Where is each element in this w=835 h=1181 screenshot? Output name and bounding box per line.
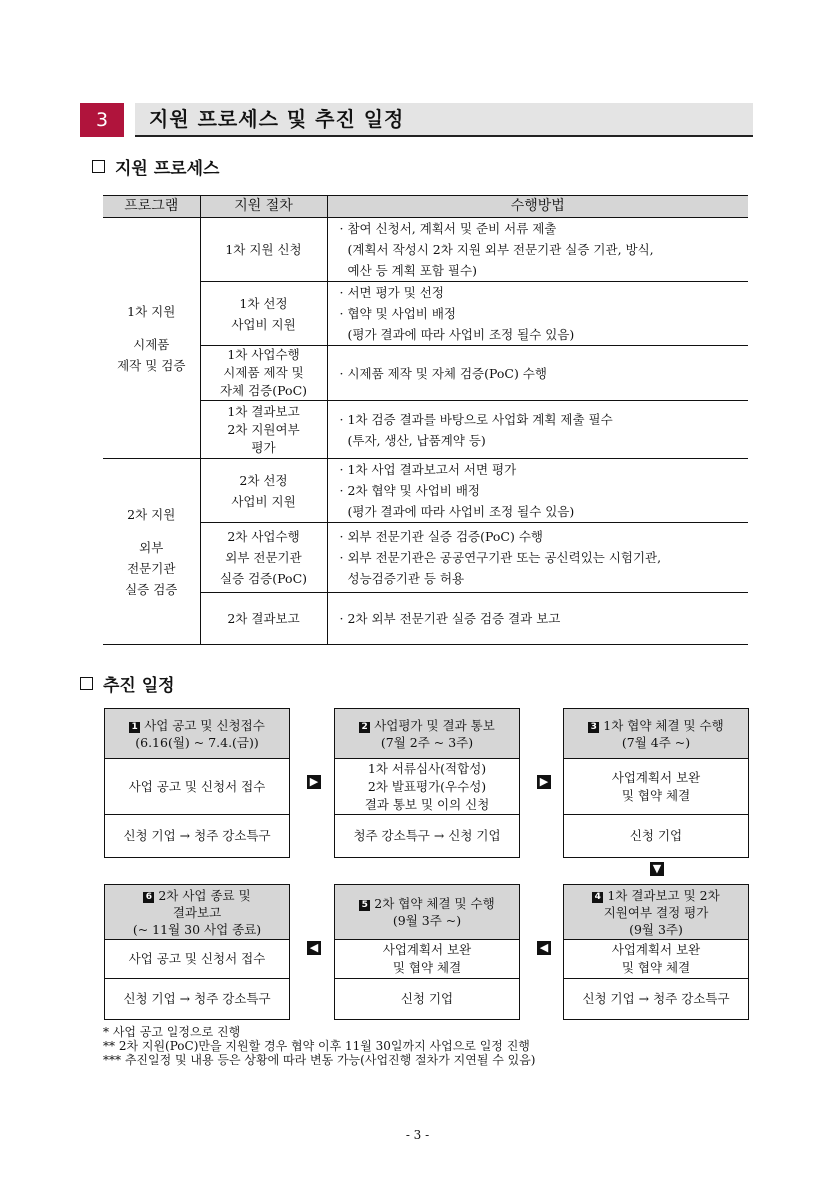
method-cell: · 1차 사업 결과보고서 서면 평가 · 2차 협약 및 사업비 배정 (평가 결과에 따라 사업비 조정 될수 있음)	[327, 459, 748, 523]
step-cell: 1차 지원 신청	[200, 218, 327, 282]
schedule-box-body: 사업 공고 및 신청서 접수	[105, 759, 289, 815]
schedule-heading	[80, 671, 175, 696]
schedule-heading-text: 추진 일정	[103, 676, 175, 696]
table-row	[103, 523, 748, 593]
schedule-box-body: 사업계획서 보완 및 협약 체결	[564, 940, 748, 979]
schedule-box-1	[104, 708, 290, 858]
checkbox-square-icon	[92, 160, 105, 173]
schedule-box-footer: 신청 기업 → 청주 강소특구	[123, 991, 271, 1006]
schedule-box-4	[563, 884, 749, 1020]
program-cell: 2차 지원 외부 전문기관 실증 검증	[103, 459, 200, 645]
arrow-left-icon: ◀	[307, 941, 321, 955]
step-cell: 1차 결과보고 2차 지원여부 평가	[200, 401, 327, 459]
schedule-box-6	[104, 884, 290, 1020]
method-cell: · 외부 전문기관 실증 검증(PoC) 수행 · 외부 전문기관은 공공연구기관 또는 공신력있는 시험기관, 성능검증기관 등 허용	[327, 523, 748, 593]
column-header: 지원 절차	[200, 196, 327, 218]
step-number-badge: 3	[588, 722, 599, 733]
method-cell: · 참여 신청서, 계획서 및 준비 서류 제출 (계획서 작성시 2차 지원 외부 전문기관 실증 기관, 방식, 예산 등 계획 포함 필수)	[327, 218, 748, 282]
table-row	[103, 346, 748, 401]
table-row	[103, 401, 748, 459]
method-cell: · 1차 검증 결과를 바탕으로 사업화 계획 제출 필수 (투자, 생산, 납품계약 등)	[327, 401, 748, 459]
footnotes	[103, 1025, 536, 1067]
schedule-box-header: 4 1차 결과보고 및 2차 지원여부 결정 평가 (9월 3주)	[564, 885, 748, 940]
step-number-badge: 1	[129, 722, 140, 733]
schedule-box-header: 2 사업평가 및 결과 통보 (7월 2주 ~ 3주)	[335, 709, 519, 759]
step-number-badge: 2	[359, 722, 370, 733]
schedule-box-header: 1 사업 공고 및 신청접수 (6.16(월) ~ 7.4.(금))	[105, 709, 289, 759]
step-cell: 1차 선정 사업비 지원	[200, 282, 327, 346]
step-number-badge: 6	[143, 892, 154, 903]
schedule-box-body: 사업 공고 및 신청서 접수	[105, 940, 289, 979]
arrow-right-icon: ▶	[537, 775, 551, 789]
method-cell: · 시제품 제작 및 자체 검증(PoC) 수행	[327, 346, 748, 401]
process-table	[103, 195, 748, 645]
arrow-left-icon: ◀	[537, 941, 551, 955]
footnote: *** 추진일정 및 내용 등은 상황에 따라 변동 가능(사업진행 절차가 지연될 수 있음)	[103, 1053, 536, 1067]
arrow-right-icon: ▶	[307, 775, 321, 789]
section-title: 지원 프로세스 및 추진 일정	[149, 107, 405, 131]
schedule-box-header: 3 1차 협약 체결 및 수행 (7월 4주 ~)	[564, 709, 748, 759]
process-heading	[92, 154, 219, 179]
schedule-box-footer: 신청 기업	[629, 828, 683, 843]
schedule-box-body: 사업계획서 보완 및 협약 체결	[335, 940, 519, 979]
schedule-box-body: 1차 서류심사(적합성) 2차 발표평가(우수성) 결과 통보 및 이의 신청	[335, 759, 519, 815]
table-row	[103, 459, 748, 523]
step-number-badge: 5	[359, 900, 370, 911]
schedule-box-body: 사업계획서 보완 및 협약 체결	[564, 759, 748, 815]
checkbox-square-icon	[80, 677, 93, 690]
method-cell: · 서면 평가 및 선정 · 협약 및 사업비 배정 (평가 결과에 따라 사업비 조정 될수 있음)	[327, 282, 748, 346]
arrow-down-icon: ▼	[650, 862, 664, 876]
step-cell: 1차 사업수행 시제품 제작 및 자체 검증(PoC)	[200, 346, 327, 401]
schedule-box-footer: 청주 강소특구 → 신청 기업	[353, 828, 501, 843]
step-number-badge: 4	[592, 892, 603, 903]
table-row	[103, 282, 748, 346]
section-header	[80, 103, 753, 137]
schedule-box-2	[334, 708, 520, 858]
table-header-row	[103, 196, 748, 218]
section-title-bar	[135, 103, 753, 137]
program-cell: 1차 지원 시제품 제작 및 검증	[103, 218, 200, 459]
schedule-box-footer: 신청 기업 → 청주 강소특구	[582, 991, 730, 1006]
footnote: ** 2차 지원(PoC)만을 지원할 경우 협약 이후 11월 30일까지 사업으로 일정 진행	[103, 1039, 530, 1053]
step-cell: 2차 선정 사업비 지원	[200, 459, 327, 523]
page-number: - 3 -	[405, 1128, 430, 1142]
method-cell: · 2차 외부 전문기관 실증 검증 결과 보고	[327, 593, 748, 645]
process-heading-text: 지원 프로세스	[115, 159, 220, 179]
schedule-box-header: 6 2차 사업 종료 및 결과보고 (~ 11월 30 사업 종료)	[105, 885, 289, 940]
schedule-box-header: 5 2차 협약 체결 및 수행 (9월 3주 ~)	[335, 885, 519, 940]
step-cell: 2차 사업수행 외부 전문기관 실증 검증(PoC)	[200, 523, 327, 593]
footnote: * 사업 공고 일정으로 진행	[103, 1025, 241, 1039]
column-header: 프로그램	[103, 196, 200, 218]
table-row	[103, 218, 748, 282]
section-number: 3	[80, 103, 124, 137]
column-header: 수행방법	[327, 196, 748, 218]
schedule-box-3	[563, 708, 749, 858]
schedule-box-5	[334, 884, 520, 1020]
schedule-box-footer: 신청 기업	[400, 991, 454, 1006]
step-cell: 2차 결과보고	[200, 593, 327, 645]
table-row	[103, 593, 748, 645]
schedule-box-footer: 신청 기업 → 청주 강소특구	[123, 828, 271, 843]
